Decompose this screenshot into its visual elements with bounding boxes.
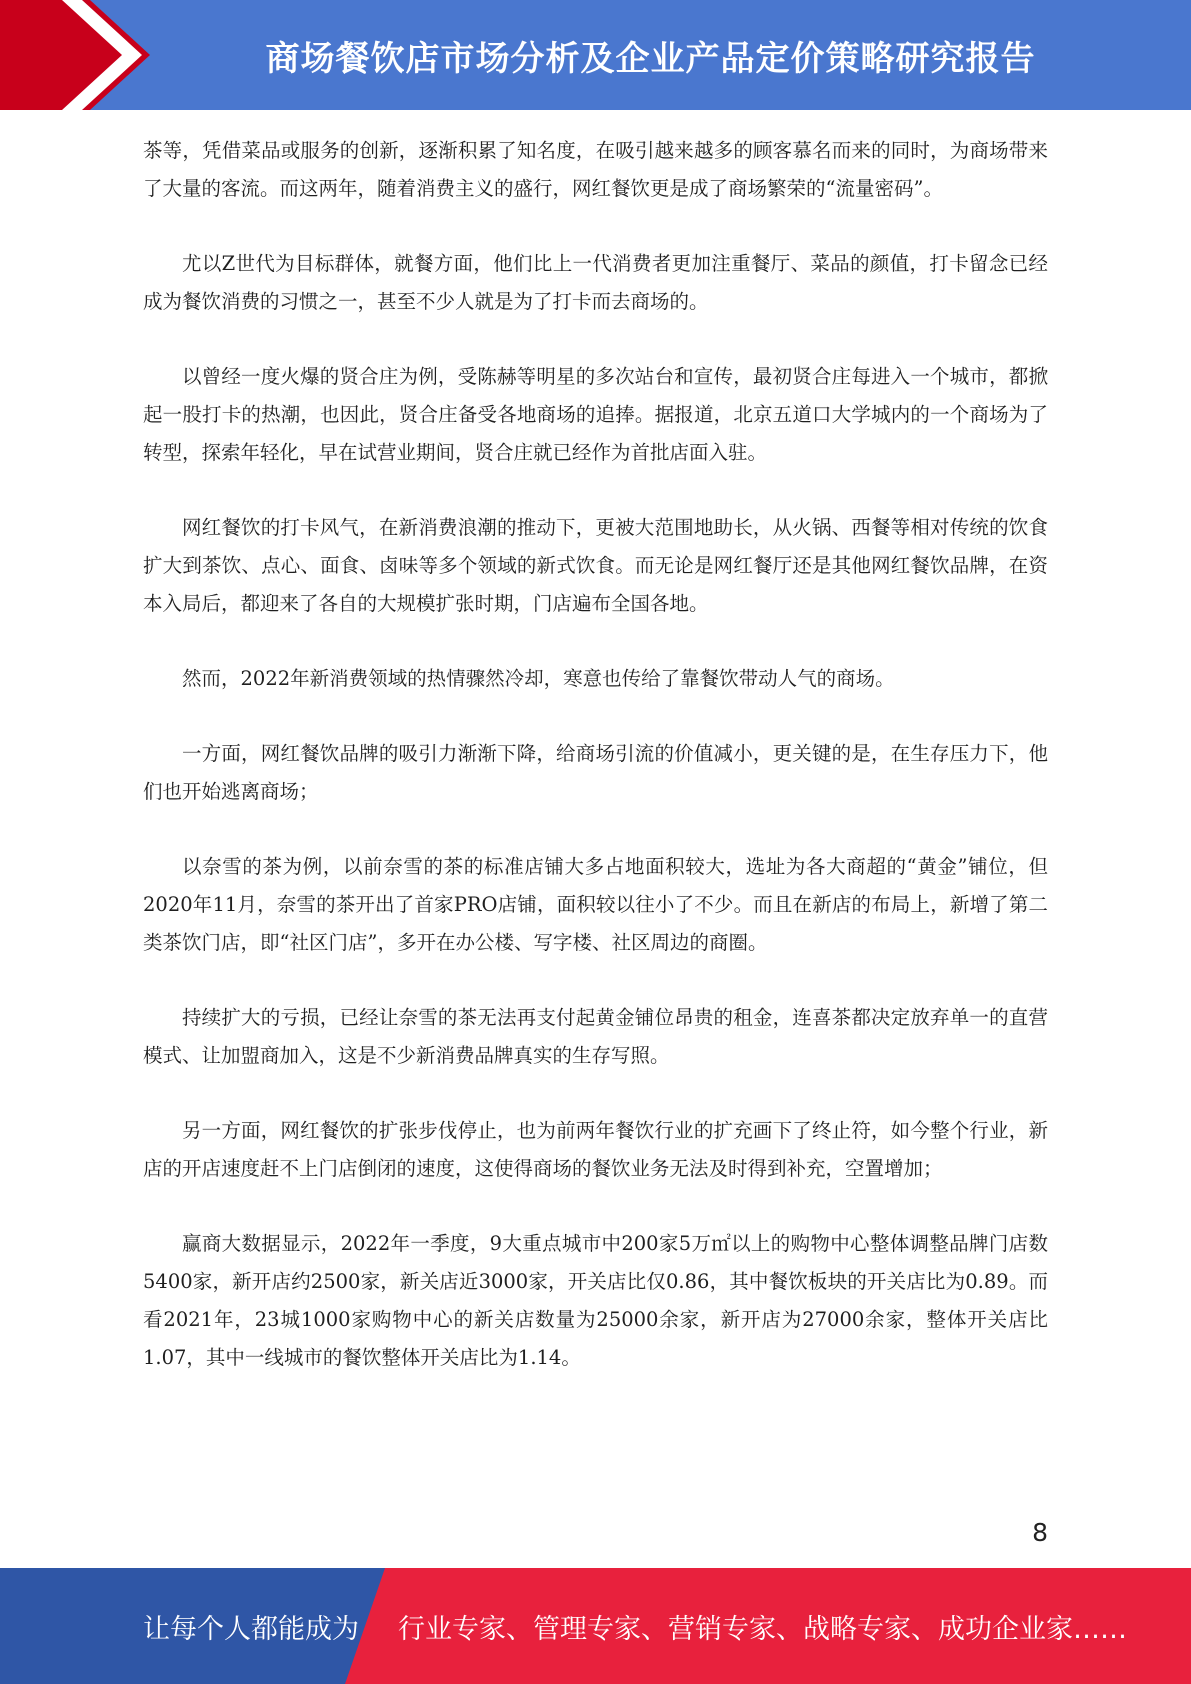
paragraph: 尤以Z世代为目标群体，就餐方面，他们比上一代消费者更加注重餐厅、菜品的颜值，打卡留念已经成为餐饮消费的习惯之一，甚至不少人就是为了打卡而去商场的。 — [143, 252, 1048, 313]
header-arrow-icon — [0, 0, 150, 110]
footer-slogan-right: 行业专家、管理专家、营销专家、战略专家、成功企业家…… — [398, 1613, 1127, 1645]
report-title: 商场餐饮店市场分析及企业产品定价策略研究报告 — [265, 38, 1036, 79]
page-header — [0, 0, 1191, 110]
page-number: 8 — [1032, 1518, 1048, 1547]
paragraph: 茶等，凭借菜品或服务的创新，逐渐积累了知名度，在吸引越来越多的顾客慕名而来的同时，为商场带来了大量的客流。而这两年，随着消费主义的盛行，网红餐饮更是成了商场繁荣的“流量密码”。 — [143, 139, 1048, 200]
paragraph: 另一方面，网红餐饮的扩张步伐停止，也为前两年餐饮行业的扩充画下了终止符，如今整个行业，新店的开店速度赶不上门店倒闭的速度，这使得商场的餐饮业务无法及时得到补充，空置增加； — [143, 1119, 1048, 1180]
paragraph: 赢商大数据显示，2022年一季度，9大重点城市中200家5万㎡以上的购物中心整体调整品牌门店数5400家，新开店约2500家，新关店近3000家，开关店比仅0.86，其中餐饮板块的开关店比为0.89。而看2021年，23城1000家购物中心的新关店数量为25000余家，新开店为27000余家，整体开关店比1.07，其中一线城市的餐饮整体开关店比为1.14。 — [143, 1232, 1048, 1369]
page-footer — [0, 1568, 1191, 1684]
main-content — [143, 132, 1048, 1414]
paragraph: 然而，2022年新消费领域的热情骤然冷却，寒意也传给了靠餐饮带动人气的商场。 — [182, 667, 895, 690]
paragraph: 网红餐饮的打卡风气，在新消费浪潮的推动下，更被大范围地助长，从火锅、西餐等相对传统的饮食扩大到茶饮、点心、面食、卤味等多个领域的新式饮食。而无论是网红餐厅还是其他网红餐饮品牌，在资本入局后，都迎来了各自的大规模扩张时期，门店遍布全国各地。 — [143, 516, 1048, 615]
paragraph: 一方面，网红餐饮品牌的吸引力渐渐下降，给商场引流的价值减小，更关键的是，在生存压力下，他们也开始逃离商场； — [143, 742, 1048, 803]
paragraph: 以曾经一度火爆的贤合庄为例，受陈赫等明星的多次站台和宣传，最初贤合庄每进入一个城市，都掀起一股打卡的热潮，也因此，贤合庄备受各地商场的追捧。据报道，北京五道口大学城内的一个商场为了转型，探索年轻化，早在试营业期间，贤合庄就已经作为首批店面入驻。 — [143, 365, 1048, 464]
paragraph: 以奈雪的茶为例，以前奈雪的茶的标准店铺大多占地面积较大，选址为各大商超的“黄金”铺位，但2020年11月，奈雪的茶开出了首家PRO店铺，面积较以往小了不少。而且在新店的布局上，新增了第二类茶饮门店，即“社区门店”，多开在办公楼、写字楼、社区周边的商圈。 — [143, 855, 1048, 954]
footer-slogan-left: 让每个人都能成为 — [143, 1613, 359, 1645]
paragraph: 持续扩大的亏损，已经让奈雪的茶无法再支付起黄金铺位昂贵的租金，连喜茶都决定放弃单一的直营模式、让加盟商加入，这是不少新消费品牌真实的生存写照。 — [143, 1006, 1048, 1067]
